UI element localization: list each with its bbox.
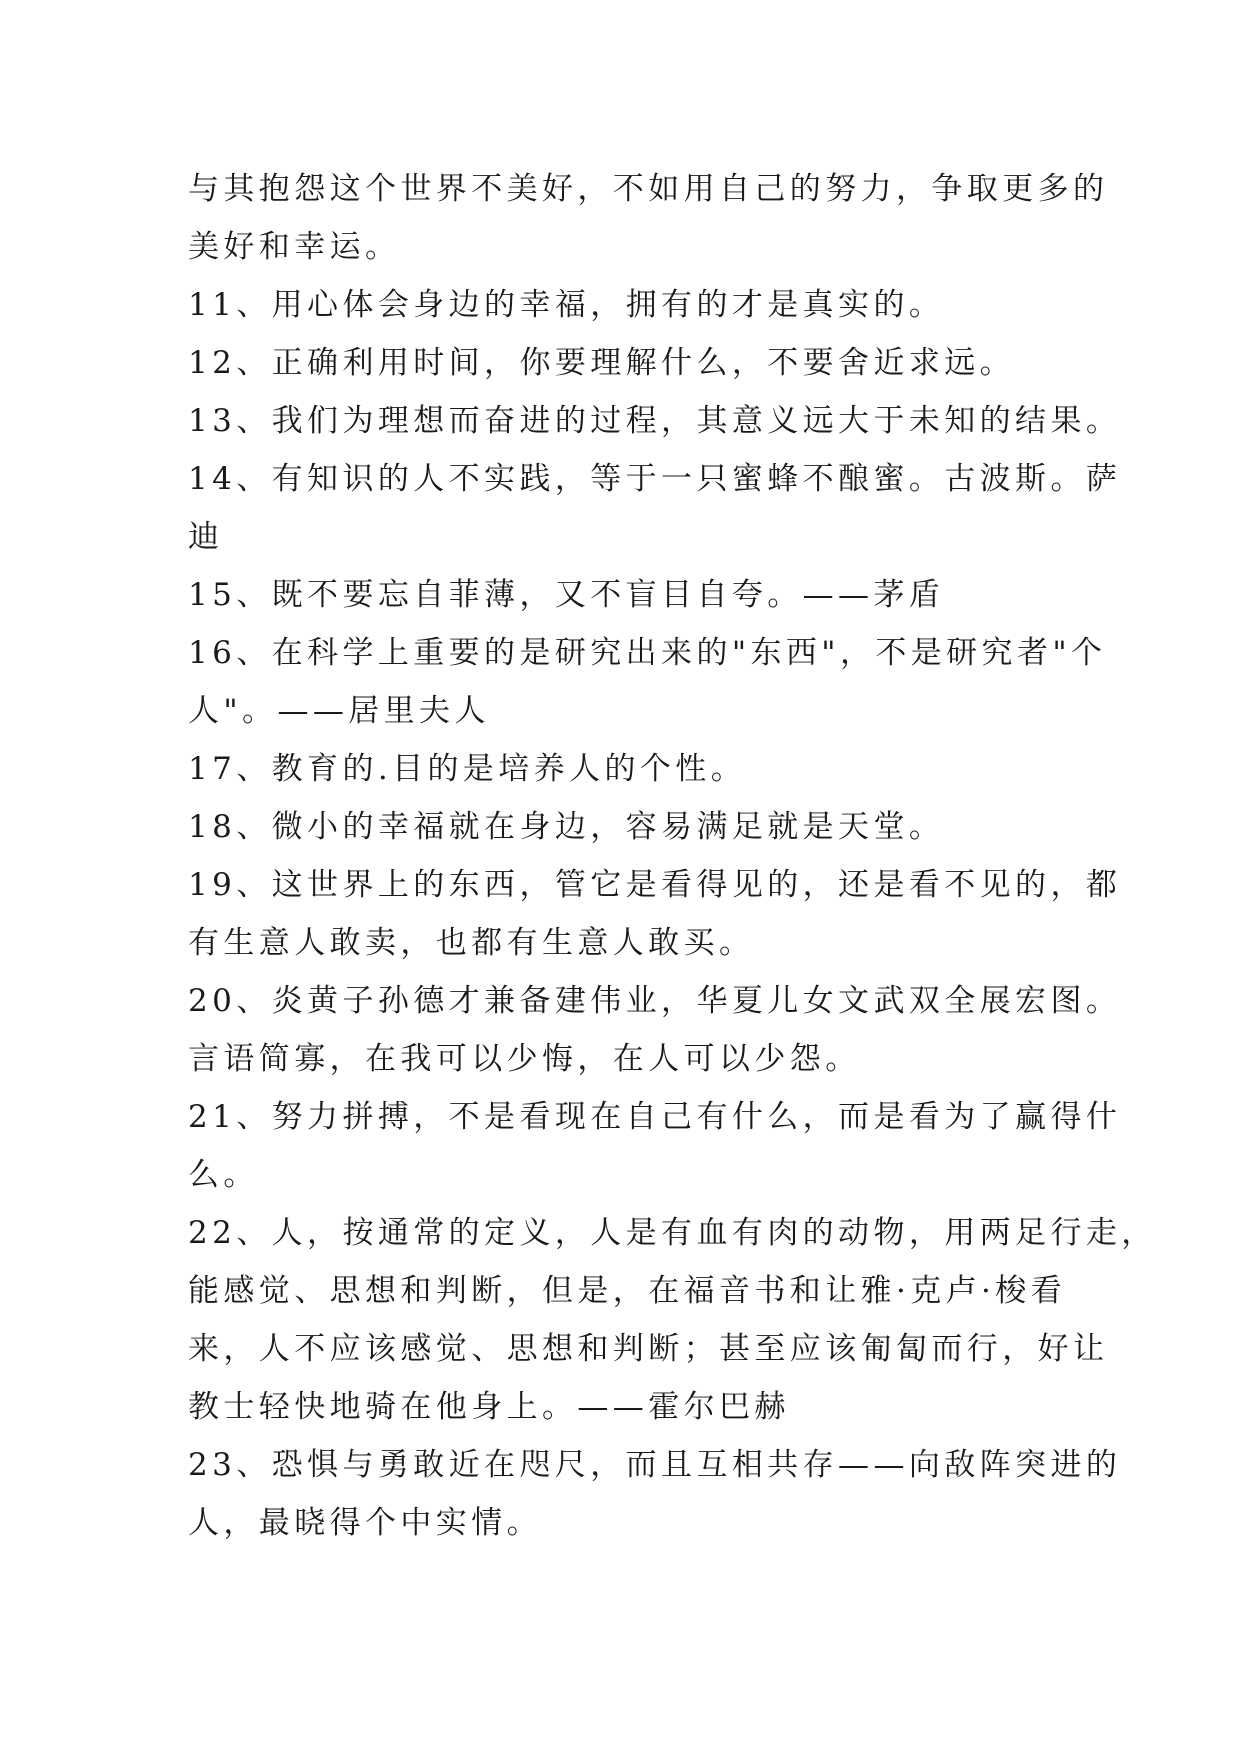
text-line: 17、教育的.目的是培养人的个性。 (188, 751, 747, 787)
text-line: 来，人不应该感觉、思想和判断；甚至应该匍匐而行，好让 (188, 1331, 1109, 1367)
text-line: 21、努力拼搏，不是看现在自己有什么，而是看为了赢得什 (188, 1099, 1122, 1135)
text-line: 与其抱怨这个世界不美好，不如用自己的努力，争取更多的 (188, 171, 1109, 207)
text-line: 12、正确利用时间，你要理解什么，不要舍近求远。 (188, 345, 1016, 381)
text-line: 18、微小的幸福就在身边，容易满足就是天堂。 (188, 809, 945, 845)
text-line: 迪 (188, 519, 224, 555)
text-line: 13、我们为理想而奋进的过程，其意义远大于未知的结果。 (188, 403, 1122, 439)
text-line: 教士轻快地骑在他身上。——霍尔巴赫 (188, 1389, 790, 1425)
text-line: 人"。——居里夫人 (188, 693, 490, 729)
text-line: 11、用心体会身边的幸福，拥有的才是真实的。 (188, 287, 945, 323)
text-line: 能感觉、思想和判断，但是，在福音书和让雅·克卢·梭看 (188, 1273, 1067, 1309)
text-line: 有生意人敢卖，也都有生意人敢买。 (188, 925, 755, 961)
text-line: 人，最晓得个中实情。 (188, 1505, 542, 1541)
text-line: 15、既不要忘自菲薄，又不盲目自夸。——茅盾 (188, 577, 945, 613)
text-line: 20、炎黄子孙德才兼备建伟业，华夏儿女文武双全展宏图。 (188, 983, 1122, 1019)
text-line: 22、人，按通常的定义，人是有血有肉的动物，用两足行走， (188, 1215, 1157, 1251)
text-line: 16、在科学上重要的是研究出来的"东西"，不是研究者"个 (188, 635, 1107, 671)
text-line: 言语简寡，在我可以少悔，在人可以少怨。 (188, 1041, 861, 1077)
text-line: 14、有知识的人不实践，等于一只蜜蜂不酿蜜。古波斯。萨 (188, 461, 1122, 497)
text-line: 19、这世界上的东西，管它是看得见的，还是看不见的，都 (188, 867, 1122, 903)
document-body (188, 160, 1157, 1552)
text-line: 美好和幸运。 (188, 229, 401, 265)
text-line: 23、恐惧与勇敢近在咫尺，而且互相共存——向敌阵突进的 (188, 1447, 1122, 1483)
text-line: 么。 (188, 1157, 259, 1193)
